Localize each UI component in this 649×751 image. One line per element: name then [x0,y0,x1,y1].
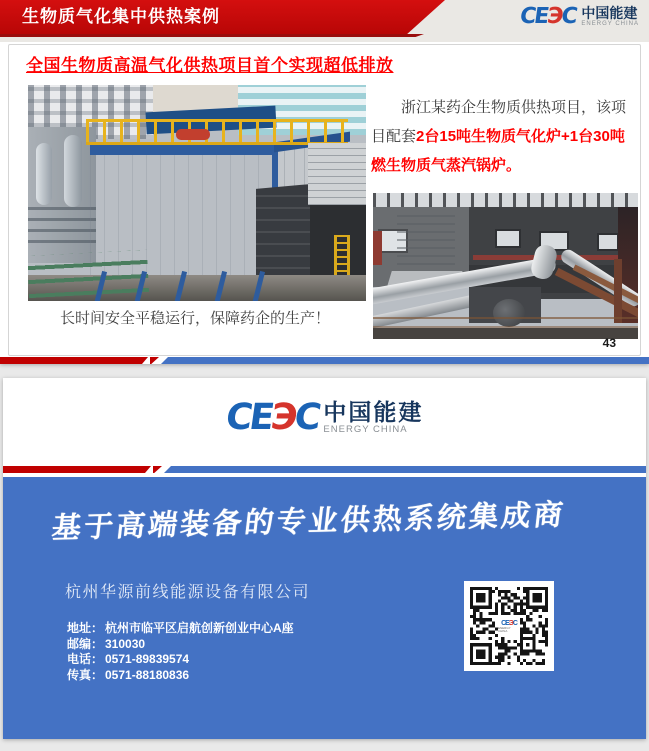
contact-phone: 电话： 0571-89839574 [67,652,190,666]
brand-name-cn: 中国能建 [323,399,424,425]
qr-center-logo: CEЭC ENERGY CHINA [498,617,520,635]
highlighted-spec: 2台15吨生物质气化炉+1台30吨燃生物质气蒸汽锅炉 [371,128,625,174]
brand-name-en: ENERGY CHINA [581,20,639,27]
brand-name-en: ENERGY CHINA [323,424,408,436]
project-description: 浙江某药企生物质供热项目，该项目配套2台15吨生物质气化炉+1台30吨燃生物质气蒸汽锅炉。 [371,99,627,174]
qr-code [464,581,554,671]
slogan-calligraphy: 基于高端装备的专业供热系统集成商 [50,499,568,545]
contact-panel [3,477,646,739]
contact-fax: 传真： 0571-88180836 [67,667,190,682]
header-banner-shadow [0,34,424,37]
brand-name-cn: 中国能建 [581,5,638,21]
slide-title: 生物质气化集中供热案例 [22,7,220,26]
divider-bar [3,466,646,473]
content-panel [8,44,641,356]
slide-1[interactable] [0,0,649,364]
footer-bar-blue [161,357,649,364]
footer-bar [0,357,649,364]
footer-bar-red [0,357,148,364]
contact-zip: 邮编： 310030 [67,636,146,651]
photo-caption: 长时间安全平稳运行，保障药企的生产！ [59,310,330,327]
page-number: 43 [602,336,616,350]
slide-2[interactable] [3,378,646,739]
contact-address: 地址： 杭州市临平区启航创新创业中心A座 [67,621,294,635]
yellow-railing [86,119,348,145]
ceec-logo-mark: CEЭC [518,4,578,30]
contact-info [67,621,294,683]
ceec-logo-mark: CEЭC [222,397,321,439]
ceec-logo [520,6,639,28]
photo-biomass-plant-exterior[interactable] [28,85,366,301]
photo-boiler-room-interior[interactable] [373,193,638,339]
ceec-logo-large [222,397,424,439]
company-name: 杭州华源前线能源设备有限公司 [65,584,311,601]
headline: 全国生物质高温气化供热项目首个实现超低排放 [26,56,394,75]
